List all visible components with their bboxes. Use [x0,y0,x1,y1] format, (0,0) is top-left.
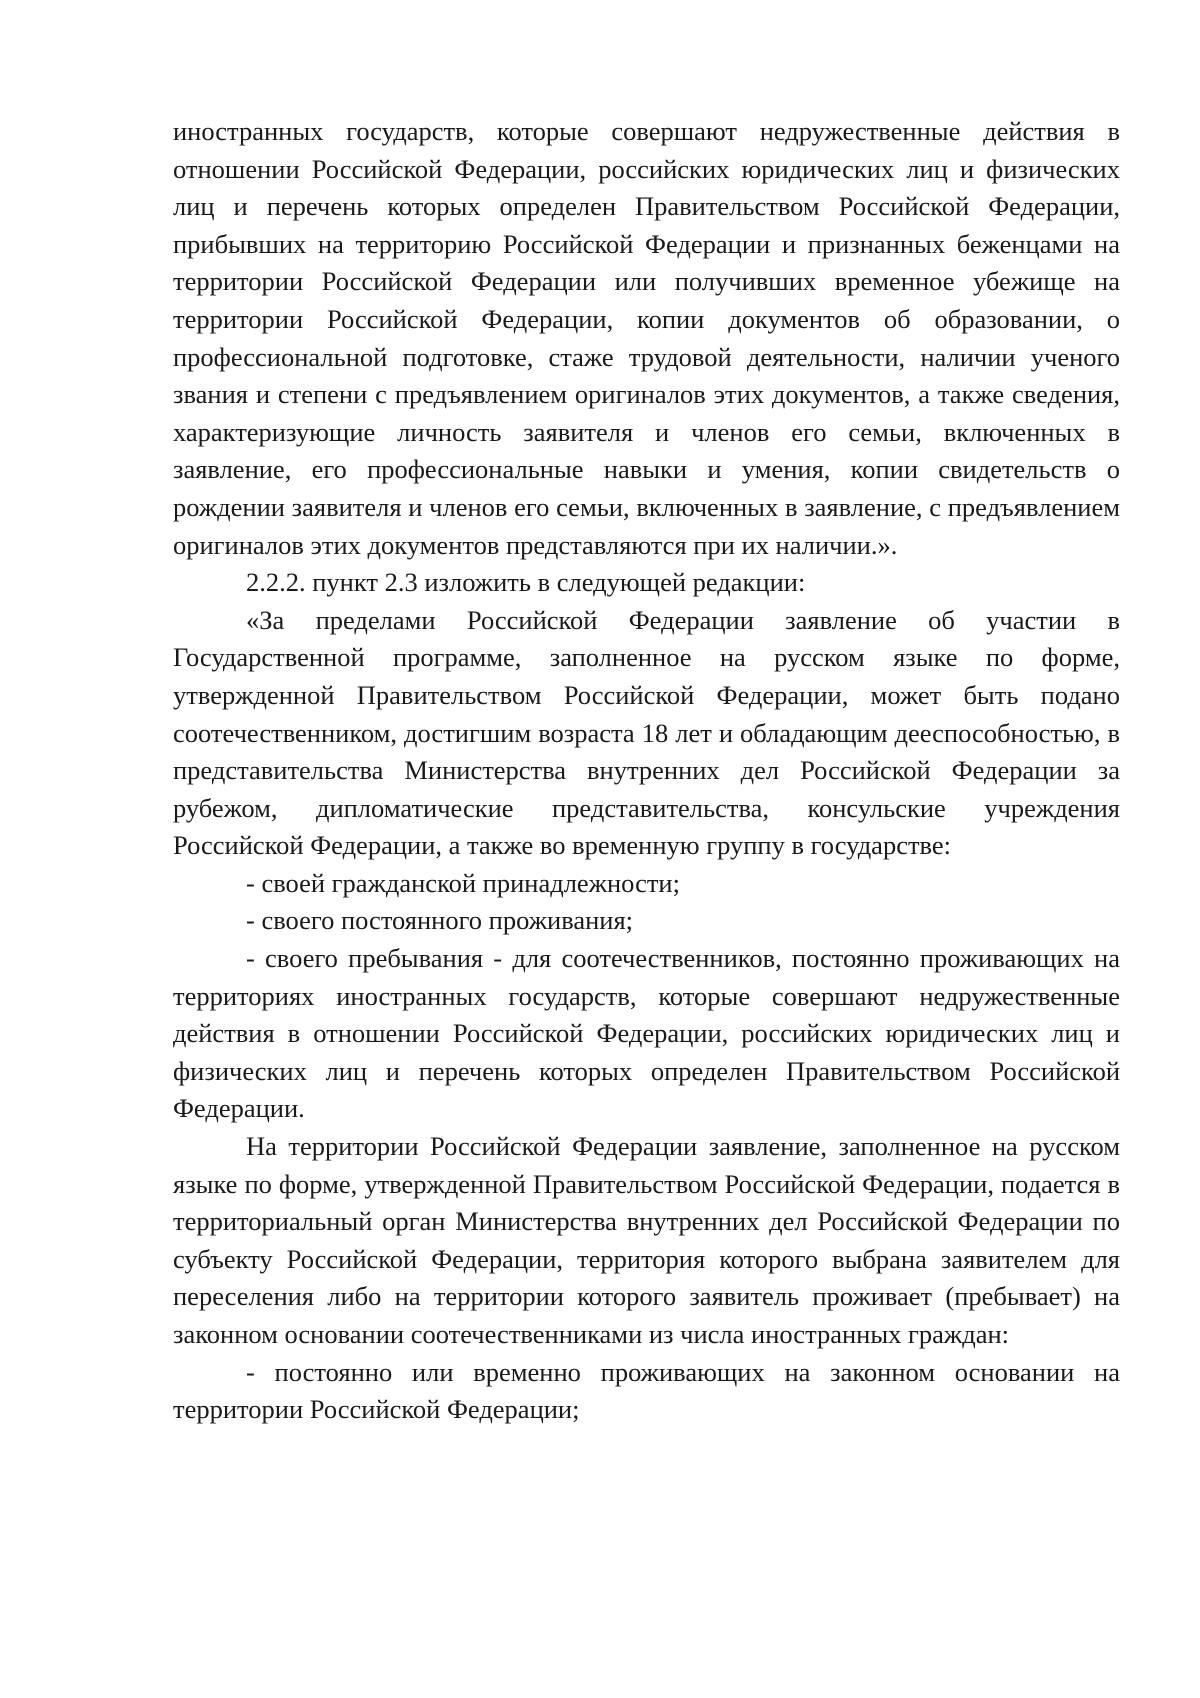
paragraph-domestic-application: На территории Российской Федерации заявление, заполненное на русском языке по форме, утвержденной Правительством Российской Федерации, подается в территориальный орган Министерства внутренних дел Российской Федерации по субъекту Российской Федерации, территория которого выбрана заявителем для переселения либо на территории которого заявитель проживает (пребывает) на законном основании соотечественниками из числа иностранных граждан: [173,1131,1120,1349]
paragraph-continuation-documents: иностранных государств, которые совершают недружественные действия в отношении Российской Федерации, российских юридических лиц и физических лиц и перечень которых определен Правительством Российской Федерации, прибывших на территорию Российской Федерации и признанных беженцами на территории Российской Федерации или получивших временное убежище на территории Российской Федерации, копии документов об образовании, о профессиональной подготовке, стаже трудовой деятельности, наличии ученого звания и степени с предъявлением оригиналов этих документов, а также сведения, характеризующие личность заявителя и членов его семьи, включенных в заявление, его профессиональные навыки и умения, копии свидетельств о рождении заявителя и членов его семьи, включенных в заявление, с предъявлением оригиналов этих документов представляются при их наличии.». [173,116,1120,560]
list-item-permanent-residence: - своего постоянного проживания; [246,905,634,936]
list-item-stay: - своего пребывания - для соотечественников, постоянно проживающих на территориях иностранных государств, которые совершают недружественные действия в отношении Российской Федерации, российских юридических лиц и физических лиц и перечень которых определен Правительством Российской Федерации. [173,943,1120,1124]
paragraph-abroad-application: «За пределами Российской Федерации заявление об участии в Государственной программе, заполненное на русском языке по форме, утвержденной Правительством Российской Федерации, может быть подано соотечественником, достигшим возраста 18 лет и обладающим дееспособностью, в представительства Министерства внутренних дел Российской Федерации за рубежом, дипломатические представительства, консульские учреждения Российской Федерации, а также во временную группу в государстве: [173,604,1120,861]
list-item-residing-legally: - постоянно или временно проживающих на законном основании на территории Российской Федерации; [173,1356,1120,1425]
list-item-citizenship: - своей гражданской принадлежности; [246,867,680,898]
document-body [173,113,1120,1429]
paragraph-clause-2-2-2: 2.2.2. пункт 2.3 изложить в следующей редакции: [246,567,806,598]
